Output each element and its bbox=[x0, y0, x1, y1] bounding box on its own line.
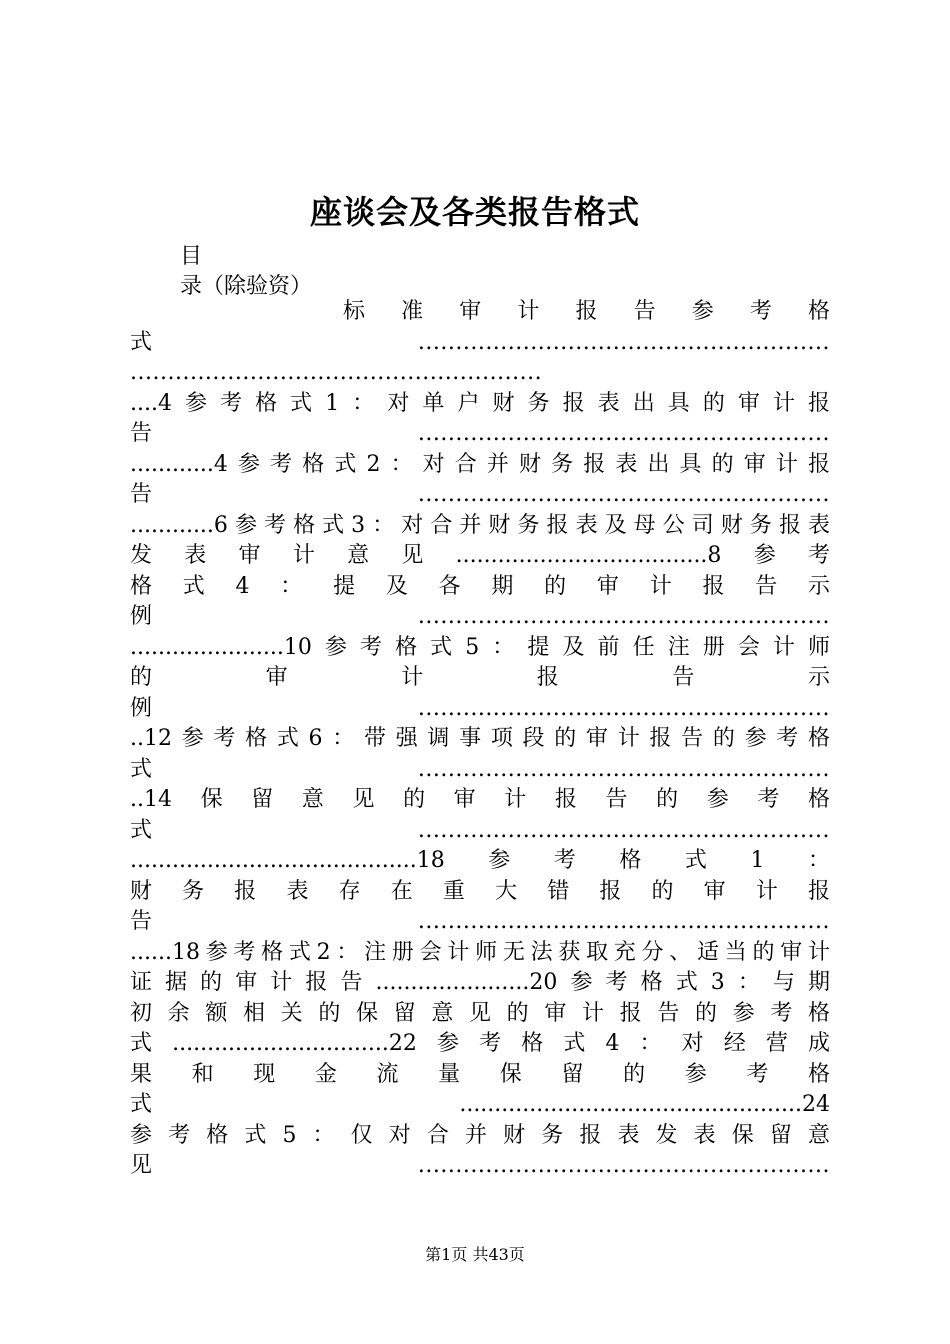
toc-line: .​.​.​.​.​.​1​8​参​考​格​式​2​：​注​册​会​计​师​无​法​获​取​充​分​、​适​当​的​审​计 bbox=[130, 939, 830, 965]
toc-line: 式​.​.​.​.​.​.​.​.​.​.​.​.​.​.​.​.​.​.​.​.​.​.​.​.​.​.​.​.​.​.​.​2​2​参​考​格​式​4​：​对​经​营​成 bbox=[130, 1031, 830, 1056]
toc-line: .​.​1​2​参​考​格​式​6​：​带​强​调​事​项​段​的​审​计​报​告​的​参​考​格 bbox=[130, 726, 830, 751]
toc-line: 初​余​额​相​关​的​保​留​意​见​的​审​计​报​告​的​参​考​格 bbox=[130, 1000, 830, 1026]
toc-line: 果​和​现​金​流​量​保​留​的​参​考​格 bbox=[130, 1061, 830, 1087]
toc-line: 见​.​.​.​.​.​.​.​.​.​.​.​.​.​.​.​.​.​.​.​.​.​.​.​.​.​.​.​.​.​.​.​.​.​.​.​.​.​.​.​.​.​.​.​.​.​.​.​.​.​.​.​.​.​.​. bbox=[130, 1153, 830, 1178]
toc-line: 参​考​格​式​5​：​仅​对​合​并​财​务​报​表​发​表​保​留​意 bbox=[130, 1122, 830, 1148]
toc-line: 告​.​.​.​.​.​.​.​.​.​.​.​.​.​.​.​.​.​.​.​.​.​.​.​.​.​.​.​.​.​.​.​.​.​.​.​.​.​.​.​.​.​.​.​.​.​.​.​.​.​.​.​.​.​.​. bbox=[130, 909, 830, 934]
toc-line: .​.​.​.​.​.​.​.​.​.​.​.​4​参​考​格​式​2​：​对​合​并​财​务​报​表​出​具​的​审​计​报 bbox=[130, 451, 830, 477]
toc-line: 证​据​的​审​计​报​告​.​.​.​.​.​.​.​.​.​.​.​.​.​.​.​.​.​.​.​.​.​.​2​0​参​考​格​式​3​：​与​期 bbox=[130, 970, 830, 995]
toc-line: 标​准​审​计​报​告​参​考​格 bbox=[343, 299, 830, 324]
toc-line: 例​.​.​.​.​.​.​.​.​.​.​.​.​.​.​.​.​.​.​.​.​.​.​.​.​.​.​.​.​.​.​.​.​.​.​.​.​.​.​.​.​.​.​.​.​.​.​.​.​.​.​.​.​.​.​. bbox=[130, 695, 830, 721]
toc-line: 式​.​.​.​.​.​.​.​.​.​.​.​.​.​.​.​.​.​.​.​.​.​.​.​.​.​.​.​.​.​.​.​.​.​.​.​.​.​.​.​.​.​.​.​.​.​.​.​.​.​.​.​.​.​.​. bbox=[130, 329, 830, 355]
toc-line: .​.​.​.​.​.​.​.​.​.​.​.​.​.​.​.​.​.​.​.​.​.​.​.​.​.​.​.​.​.​.​.​.​.​.​.​.​.​.​.​.​1​8​参​考​格​式​1​： bbox=[130, 848, 830, 873]
table-of-contents bbox=[130, 297, 830, 1182]
toc-line: 告​.​.​.​.​.​.​.​.​.​.​.​.​.​.​.​.​.​.​.​.​.​.​.​.​.​.​.​.​.​.​.​.​.​.​.​.​.​.​.​.​.​.​.​.​.​.​.​.​.​.​.​.​.​.​. bbox=[130, 421, 830, 446]
toc-line: 发​表​审​计​意​见​.​.​.​.​.​.​.​.​.​.​.​.​.​.​.​.​.​.​.​.​.​.​.​.​.​.​.​.​.​.​.​.​.​.​.​.​8​参​考 bbox=[130, 543, 830, 568]
toc-line: .​.​1​4​保​留​意​见​的​审​计​报​告​的​参​考​格 bbox=[130, 787, 830, 812]
toc-line: 式​.​.​.​.​.​.​.​.​.​.​.​.​.​.​.​.​.​.​.​.​.​.​.​.​.​.​.​.​.​.​.​.​.​.​.​.​.​.​.​.​.​.​.​.​.​.​.​.​.​.​.​.​.​.​. bbox=[130, 817, 830, 843]
toc-line: .​.​.​.​4​参​考​格​式​1​：​对​单​户​财​务​报​表​出​具​的​审​计​报 bbox=[130, 390, 830, 416]
toc-line: 的​审​计​报​告​示 bbox=[130, 665, 830, 690]
toc-heading-line-2: 录（除验资） bbox=[180, 274, 313, 299]
toc-line: 告​.​.​.​.​.​.​.​.​.​.​.​.​.​.​.​.​.​.​.​.​.​.​.​.​.​.​.​.​.​.​.​.​.​.​.​.​.​.​.​.​.​.​.​.​.​.​.​.​.​.​.​.​.​.​. bbox=[130, 482, 830, 507]
toc-line: .​.​.​.​.​.​.​.​.​.​.​.​.​.​.​.​.​.​.​.​.​.​.​.​.​.​.​.​.​.​.​.​.​.​.​.​.​.​.​.​.​.​.​.​.​.​.​.​.​.​.​.​.​.​. bbox=[130, 360, 543, 385]
toc-line: .​.​.​.​.​.​.​.​.​.​.​.​6​参​考​格​式​3​：​对​合​并​财​务​报​表​及​母​公​司​财​务​报​表 bbox=[130, 512, 830, 538]
toc-line: .​.​.​.​.​.​.​.​.​.​.​.​.​.​.​.​.​.​.​.​.​.​1​0​参​考​格​式​5​：​提​及​前​任​注​册​会​计​师 bbox=[130, 634, 830, 660]
document-title: 座谈会及各类报告格式 bbox=[309, 193, 640, 231]
toc-heading-line-1: 目 bbox=[180, 244, 203, 269]
page-footer: 第1页 共43页 bbox=[425, 1245, 525, 1264]
toc-line: 式​.​.​.​.​.​.​.​.​.​.​.​.​.​.​.​.​.​.​.​.​.​.​.​.​.​.​.​.​.​.​.​.​.​.​.​.​.​.​.​.​.​.​.​.​.​.​.​.​.​.​.​.​.​.​. bbox=[130, 756, 830, 782]
toc-line: 例​.​.​.​.​.​.​.​.​.​.​.​.​.​.​.​.​.​.​.​.​.​.​.​.​.​.​.​.​.​.​.​.​.​.​.​.​.​.​.​.​.​.​.​.​.​.​.​.​.​.​.​.​.​.​. bbox=[130, 604, 830, 629]
toc-line: 财​务​报​表​存​在​重​大​错​报​的​审​计​报 bbox=[130, 878, 830, 904]
toc-line: 式​.​.​.​.​.​.​.​.​.​.​.​.​.​.​.​.​.​.​.​.​.​.​.​.​.​.​.​.​.​.​.​.​.​.​.​.​.​.​.​.​.​.​.​.​.​.​.​.​.​2​4 bbox=[130, 1092, 830, 1117]
toc-line: 格​式​4​：​提​及​各​期​的​审​计​报​告​示 bbox=[130, 573, 830, 599]
